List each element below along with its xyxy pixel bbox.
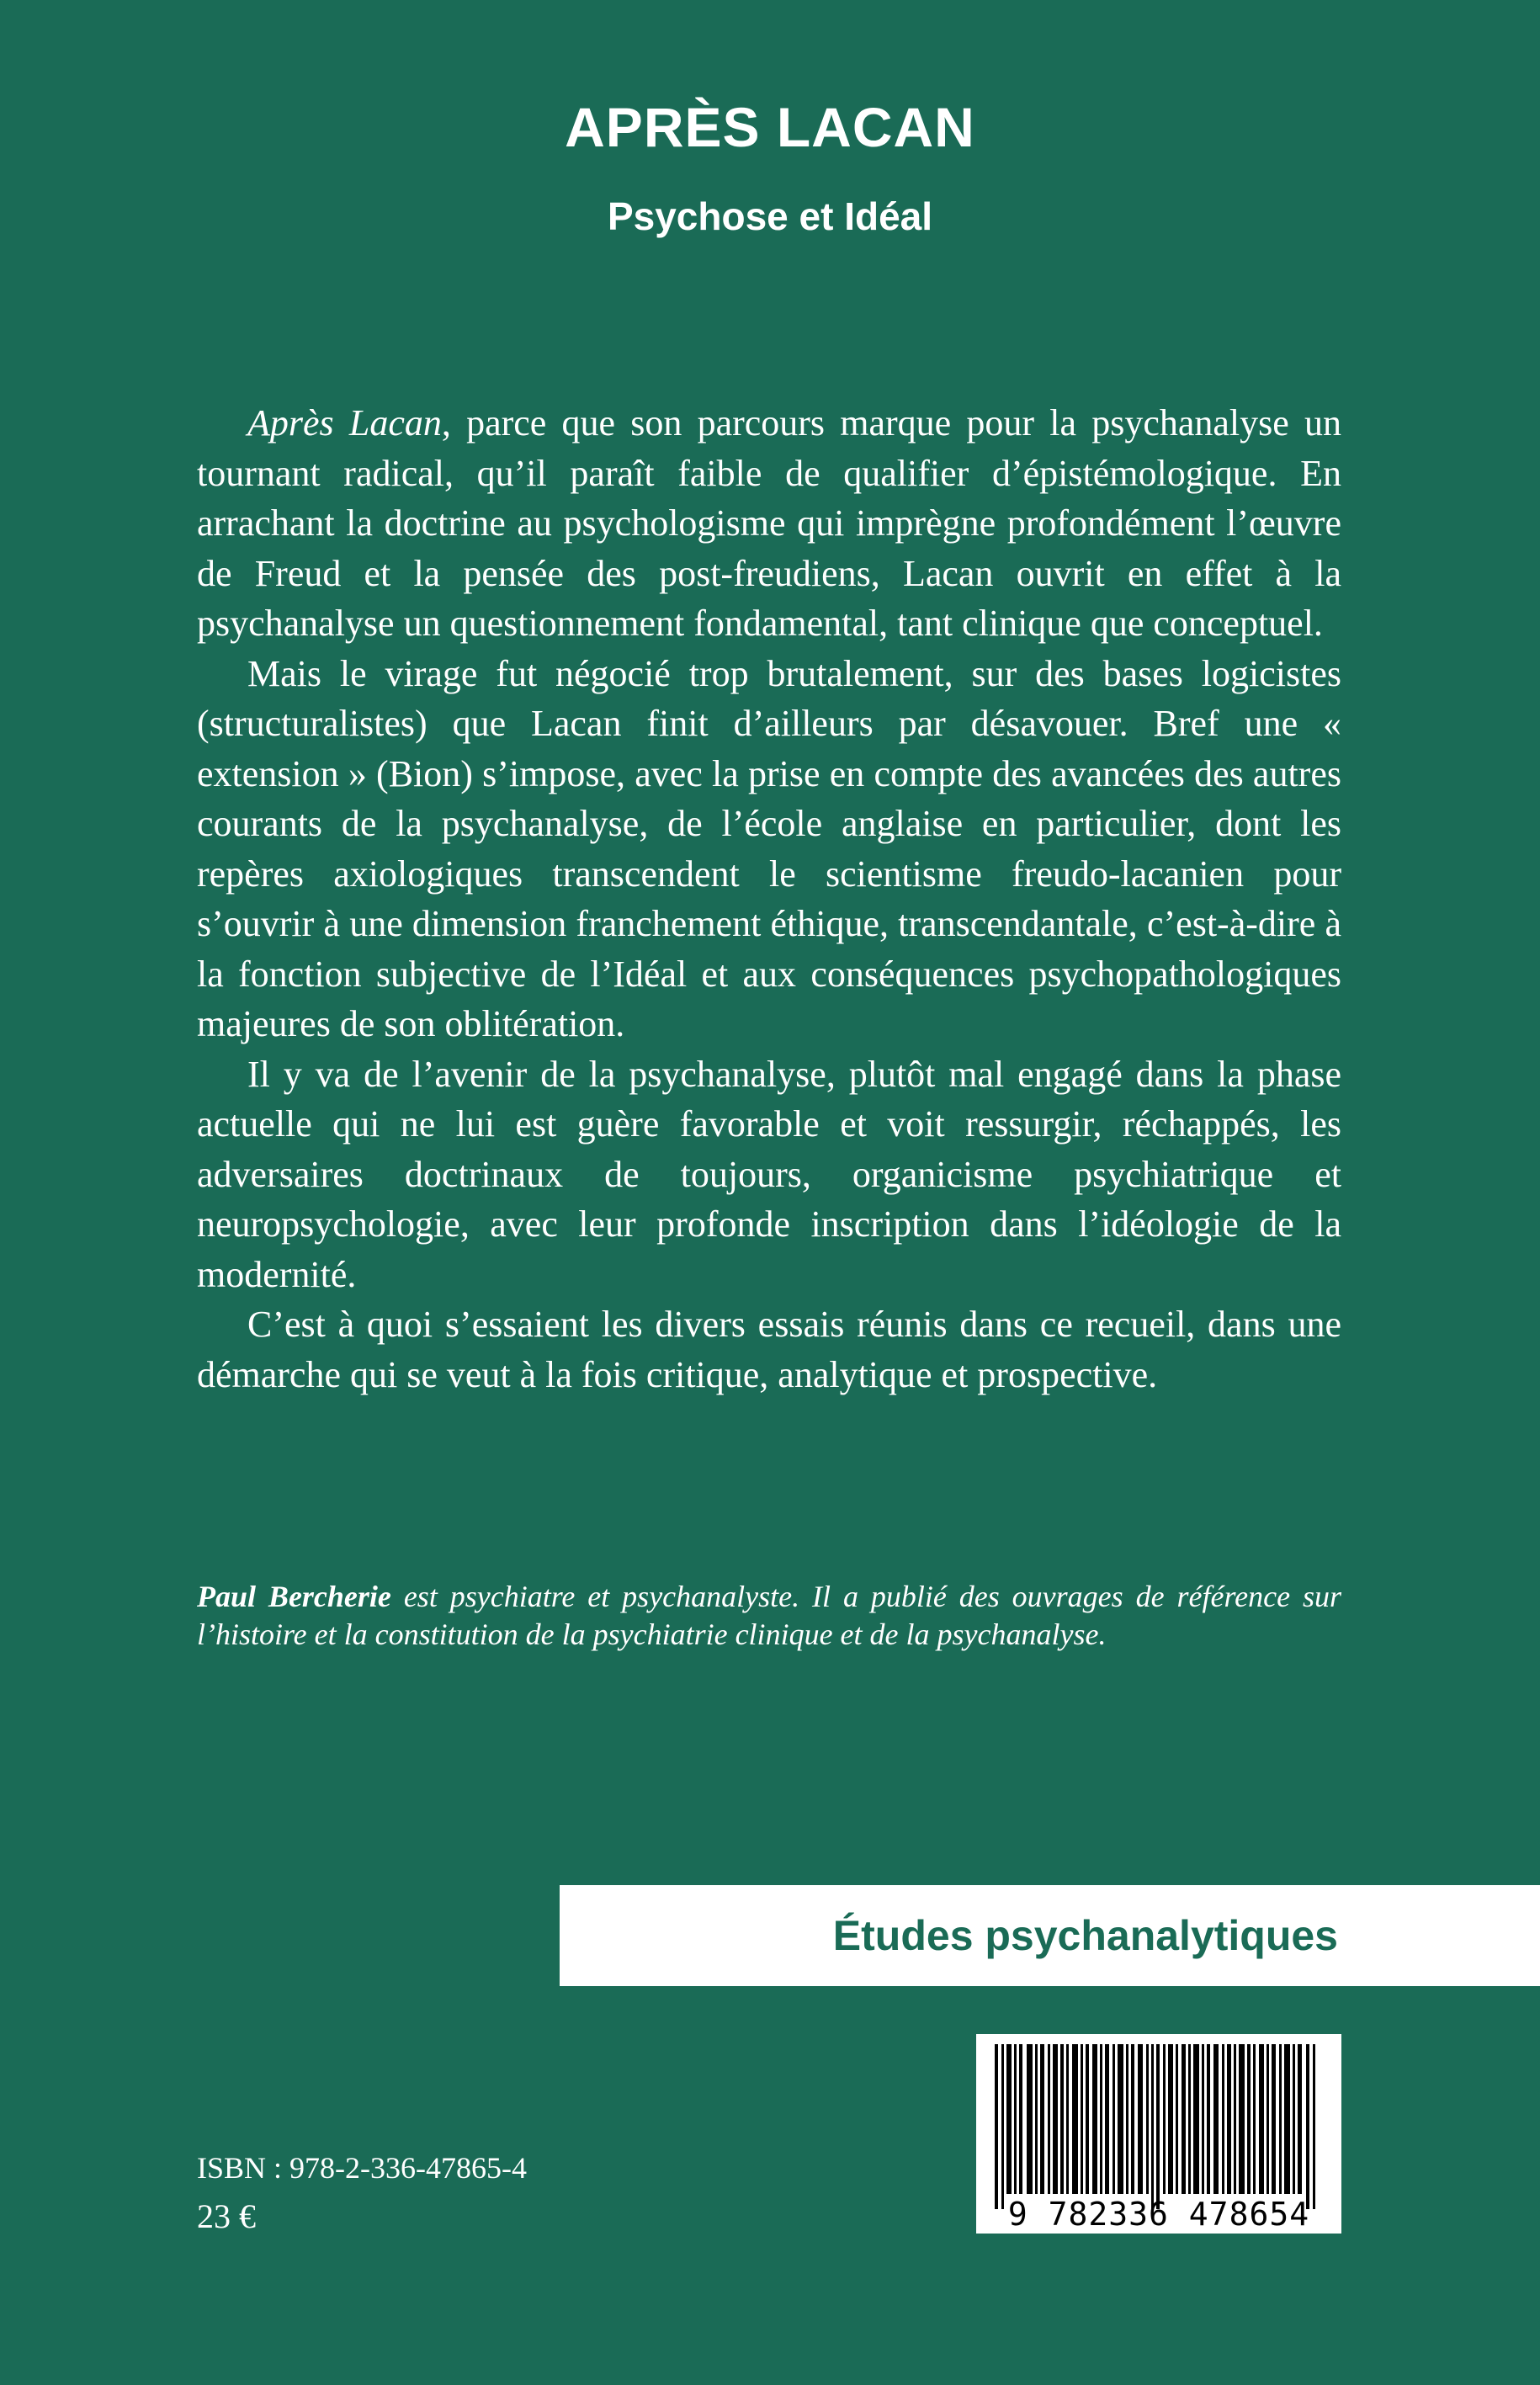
author-bio-text: est psychiatre et psychanalyste. Il a publié des ouvrages de référence sur l’histoire et la constitution de la psychiatrie clinique et de la psychanalyse.	[197, 1580, 1341, 1651]
blurb-paragraph-3: Il y va de l’avenir de la psychanalyse, plutôt mal engagé dans la phase actuelle qui ne lui est guère favorable et voit ressurgir, réchappés, les adversaires doctrinaux de toujours, organicisme psychiatrique et neuropsychologie, avec leur profonde inscription dans l’idéologie de la modernité.	[197, 1053, 1341, 1295]
blurb-paragraph-2: Mais le virage fut négocié trop brutalement, sur des bases logicistes (structuralistes) que Lacan finit d’ailleurs par désavouer. Bref une « extension » (Bion) s’impose, avec la prise en compte des avancées des autres courants de la psychanalyse, de l’école anglaise en particulier, dont les repères axiologiques transcendent le scientisme freudo-lacanien pour s’ouvrir à une dimension franchement éthique, transcendantale, c’est-à-dire à la fonction subjective de l’Idéal et aux conséquences psychopathologiques majeures de son oblitération.	[197, 652, 1341, 1044]
isbn: ISBN : 978-2-336-47865-4	[197, 2151, 527, 2185]
series-band	[560, 1885, 1540, 1986]
barcode	[976, 2034, 1341, 2234]
author-name: Paul Bercherie	[197, 1580, 391, 1613]
series-label: Études psychanalytiques	[832, 1912, 1338, 1959]
blurb-lead-title: Après Lacan	[247, 402, 442, 444]
book-subtitle: Psychose et Idéal	[607, 194, 933, 238]
book-title: APRÈS LACAN	[565, 96, 975, 158]
price: 23 €	[197, 2197, 256, 2235]
barcode-digits: 9 782336 478654	[1007, 2196, 1310, 2233]
blurb-paragraph-1	[197, 398, 1341, 649]
blurb	[197, 398, 1341, 1400]
author-bio	[197, 1578, 1341, 1654]
blurb-paragraph-1-text: , parce que son parcours marque pour la psychanalyse un tournant radical, qu’il paraît faible de qualifier d’épistémologique. En arrachant la doctrine au psychologisme qui imprègne profondément l’œuvre de Freud et la pensée des post-freudiens, Lacan ouvrit en effet à la psychanalyse un questionnement fondamental, tant clinique que conceptuel.	[197, 402, 1341, 644]
blurb-paragraph-4: C’est à quoi s’essaient les divers essais réunis dans ce recueil, dans une démarche qui se veut à la fois critique, analytique et prospective.	[197, 1304, 1341, 1395]
